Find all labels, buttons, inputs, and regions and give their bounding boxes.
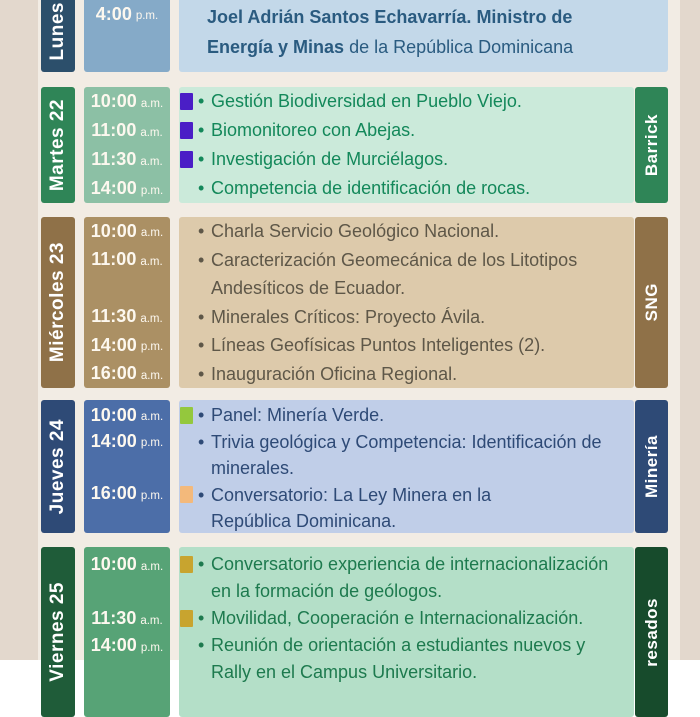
time-spacer [84,659,170,686]
day-label-5 [41,547,75,717]
bullet-icon: • [198,335,205,355]
day-label-text: Lunes [47,1,68,60]
event-item [179,145,634,174]
time-entry [84,331,170,360]
time-value: 14:00 [90,178,137,198]
bullet-icon: • [198,484,205,505]
time-entry [84,116,170,145]
time-entry [84,360,170,389]
time-value: 11:00 [91,120,137,140]
bullet-icon: • [198,431,205,452]
bullet-icon: • [198,608,205,628]
time-value: 16:00 [90,363,137,384]
event-item [179,2,668,32]
time-meridiem: p.m. [135,10,159,22]
events-cell-3 [179,217,634,388]
event-text: Líneas Geofísicas Puntos Inteligentes (2). [211,335,546,355]
day-label-text: Viernes 25 [47,582,68,682]
event-text: Rally en el Campus Universitario. [211,662,478,682]
event-item [179,551,634,578]
bullet-icon: • [198,149,205,169]
event-text: Energía y Minas [207,37,345,57]
time-spacer [84,454,170,480]
time-meridiem: a.m. [140,126,163,139]
event-text: Gestión Biodiversidad en Pueblo Viejo. [211,91,522,111]
time-meridiem: a.m. [140,255,163,268]
bullet-icon: • [198,306,205,327]
events-cell-1 [179,0,668,72]
time-entry [84,145,170,174]
events-cell-5 [179,547,634,717]
org-strip-2 [635,87,668,203]
time-value: 14:00 [90,635,137,655]
category-marker-icon [180,556,193,573]
event-text: Andesíticos de Ecuador. [211,278,406,298]
category-marker-icon [180,122,193,139]
time-entry [84,303,170,332]
day-label-text: Martes 22 [47,98,68,192]
day-label-2 [41,87,75,203]
time-cell-4 [84,400,170,533]
time-meridiem: a.m. [140,155,163,168]
time-value: 10:00 [90,91,137,111]
events-cell-4 [179,400,634,533]
time-entry [84,0,170,29]
event-text: República Dominicana. [211,511,397,531]
bullet-icon: • [198,221,205,241]
event-text: Competencia de identificación de rocas. [211,178,531,198]
category-marker-icon [180,93,193,110]
time-spacer [84,274,170,303]
time-meridiem: a.m. [140,411,164,424]
event-item [179,274,634,303]
event-item [179,455,634,482]
time-entry [84,217,170,246]
time-entry [84,605,170,632]
time-entry [84,428,170,454]
bullet-icon: • [198,120,205,140]
time-value: 11:30 [91,608,137,628]
org-strip-text: SNG [641,283,661,322]
event-text: Conversatorio experiencia de internacionalización [211,554,609,574]
event-item [179,659,634,686]
time-value: 16:00 [90,483,137,504]
category-marker-icon [180,151,193,168]
time-entry [84,174,170,203]
event-item [179,303,634,332]
day-label-text: Jueves 24 [47,418,68,515]
left-margin [0,0,38,660]
bullet-icon: • [198,363,205,384]
event-text: Joel Adrián Santos Echavarría. Ministro de [207,7,573,27]
event-item [179,331,634,360]
event-item [179,32,668,62]
event-text: Minerales Críticos: Proyecto Ávila. [211,306,486,327]
time-value: 10:00 [90,220,137,241]
bullet-icon: • [198,405,205,425]
event-item [179,174,634,203]
time-entry [84,551,170,578]
event-item [179,482,634,509]
bullet-icon: • [198,249,205,270]
event-text: Charla Servicio Geológico Nacional. [211,221,500,241]
time-meridiem: a.m. [140,369,164,382]
time-value: 10:00 [90,404,137,425]
event-text: minerales. [211,458,295,478]
org-strip-text: Minería [641,434,661,499]
event-item [179,508,634,535]
bullet-icon: • [198,635,205,655]
org-strip-3 [635,217,668,388]
time-cell-3 [84,217,170,388]
org-strip-4 [635,400,668,533]
time-value: 11:30 [91,306,137,327]
time-value: 11:30 [91,149,137,169]
events-cell-2 [179,87,634,203]
bullet-icon: • [198,91,205,111]
event-text: Reunión de orientación a estudiantes nuevos y [211,635,586,655]
time-value: 4:00 [95,3,132,24]
time-meridiem: p.m. [140,489,164,502]
org-strip-text: Barrick [641,113,661,177]
time-cell-1 [84,0,170,72]
time-meridiem: a.m. [140,97,164,110]
event-text: de la República Dominicana [344,37,574,57]
category-marker-icon [180,486,193,503]
time-meridiem: a.m. [140,227,164,240]
event-text: Trivia geológica y Competencia: Identificación de [211,431,602,452]
event-text: Biomonitoreo con Abejas. [211,120,416,140]
event-item [179,360,634,389]
category-marker-icon [180,407,193,424]
event-text: Caracterización Geomecánica de los Litotipos [211,249,578,270]
event-item [179,402,634,429]
event-text: en la formación de geólogos. [211,581,443,601]
event-item [179,116,634,145]
event-item [179,578,634,605]
org-strip-5 [635,547,668,717]
event-text: Conversatorio: La Ley Minera en la [211,484,492,505]
time-meridiem: a.m. [140,312,163,325]
event-item [179,87,634,116]
time-meridiem: p.m. [140,641,164,654]
event-item [179,217,634,246]
day-label-4 [41,400,75,533]
day-label-3 [41,217,75,388]
time-spacer [84,578,170,605]
event-item [179,246,634,275]
day-label-1 [41,0,75,72]
time-cell-2 [84,87,170,203]
time-value: 14:00 [90,430,137,451]
time-cell-5 [84,547,170,717]
time-entry [84,481,170,507]
time-meridiem: a.m. [140,614,163,627]
event-item [179,632,634,659]
time-meridiem: p.m. [140,341,164,354]
day-label-text: Miércoles 23 [47,242,68,363]
event-text: Investigación de Murciélagos. [211,149,449,169]
time-value: 11:00 [91,249,137,270]
bullet-icon: • [198,178,205,198]
event-text: Panel: Minería Verde. [211,405,385,425]
time-entry [84,246,170,275]
bullet-icon: • [198,554,205,574]
event-text: Inauguración Oficina Regional. [211,363,458,384]
time-entry [84,632,170,659]
time-value: 10:00 [90,554,137,574]
right-margin [680,0,700,660]
event-item [179,429,634,456]
time-entry [84,87,170,116]
time-entry [84,402,170,428]
event-text: Movilidad, Cooperación e Internacionalización. [211,608,584,628]
event-item [179,605,634,632]
org-strip-text: resados [641,597,661,667]
time-meridiem: a.m. [140,560,164,573]
time-meridiem: p.m. [140,437,164,450]
category-marker-icon [180,610,193,627]
time-spacer [84,507,170,533]
time-value: 14:00 [90,334,137,355]
time-meridiem: p.m. [140,184,164,197]
